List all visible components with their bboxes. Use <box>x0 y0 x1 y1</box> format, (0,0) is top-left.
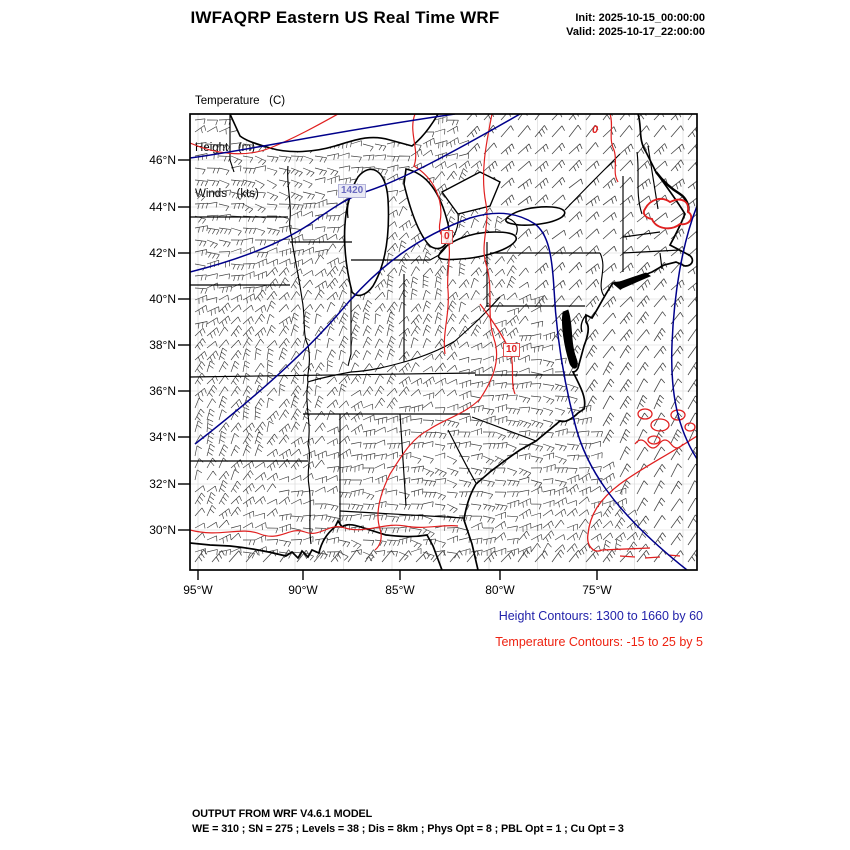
temp-contour-label-0-erie: 0 <box>441 230 453 244</box>
map-canvas <box>190 114 697 570</box>
lat-label: 42°N <box>149 246 176 260</box>
lon-label: 75°W <box>582 583 612 597</box>
lat-label: 34°N <box>149 430 176 444</box>
lat-label: 38°N <box>149 338 176 352</box>
model-info-footer <box>192 807 624 836</box>
coastline <box>190 114 692 570</box>
lat-label: 36°N <box>149 384 176 398</box>
lon-label: 80°W <box>485 583 515 597</box>
height-contours-caption: Height Contours: 1300 to 1660 by 60 <box>498 609 703 623</box>
long-island <box>614 273 650 289</box>
lat-label: 32°N <box>149 477 176 491</box>
run-time-block <box>566 11 705 39</box>
legend-winds: Winds (kts) <box>195 188 259 200</box>
page-title: IWFAQRP Eastern US Real Time WRF <box>190 8 500 27</box>
wind-barb-field <box>195 108 702 562</box>
valid-time-label: Valid: 2025-10-17_22:00:00 <box>566 26 705 38</box>
georgian-bay <box>442 172 500 214</box>
temp-contour-label-10: 10 <box>503 343 520 357</box>
height-contour-label-1420: 1420 <box>338 184 366 198</box>
lon-label: 95°W <box>183 583 213 597</box>
lon-label: 85°W <box>385 583 415 597</box>
geography-outlines <box>190 114 692 570</box>
maine-coast <box>656 172 689 212</box>
legend-height: Height (m) <box>195 141 256 154</box>
lat-label: 46°N <box>149 153 176 167</box>
model-output-line: OUTPUT FROM WRF V4.6.1 MODEL <box>192 808 373 820</box>
lat-label: 44°N <box>149 200 176 214</box>
temp-contour-label-0-newengland: 0 <box>592 124 599 136</box>
init-time-label: Init: 2025-10-15_00:00:00 <box>575 12 705 24</box>
lon-label: 90°W <box>288 583 318 597</box>
lat-label: 30°N <box>149 523 176 537</box>
lat-label: 40°N <box>149 292 176 306</box>
temperature-contours-caption: Temperature Contours: -15 to 25 by 5 <box>495 635 703 649</box>
wrf-map-panel <box>190 114 697 570</box>
legend-temperature: Temperature (C) <box>195 95 286 107</box>
model-config-line: WE = 310 ; SN = 275 ; Levels = 38 ; Dis = 8km ; Phys Opt = 8 ; PBL Opt = 1 ; Cu Opt = 3 <box>192 822 624 835</box>
